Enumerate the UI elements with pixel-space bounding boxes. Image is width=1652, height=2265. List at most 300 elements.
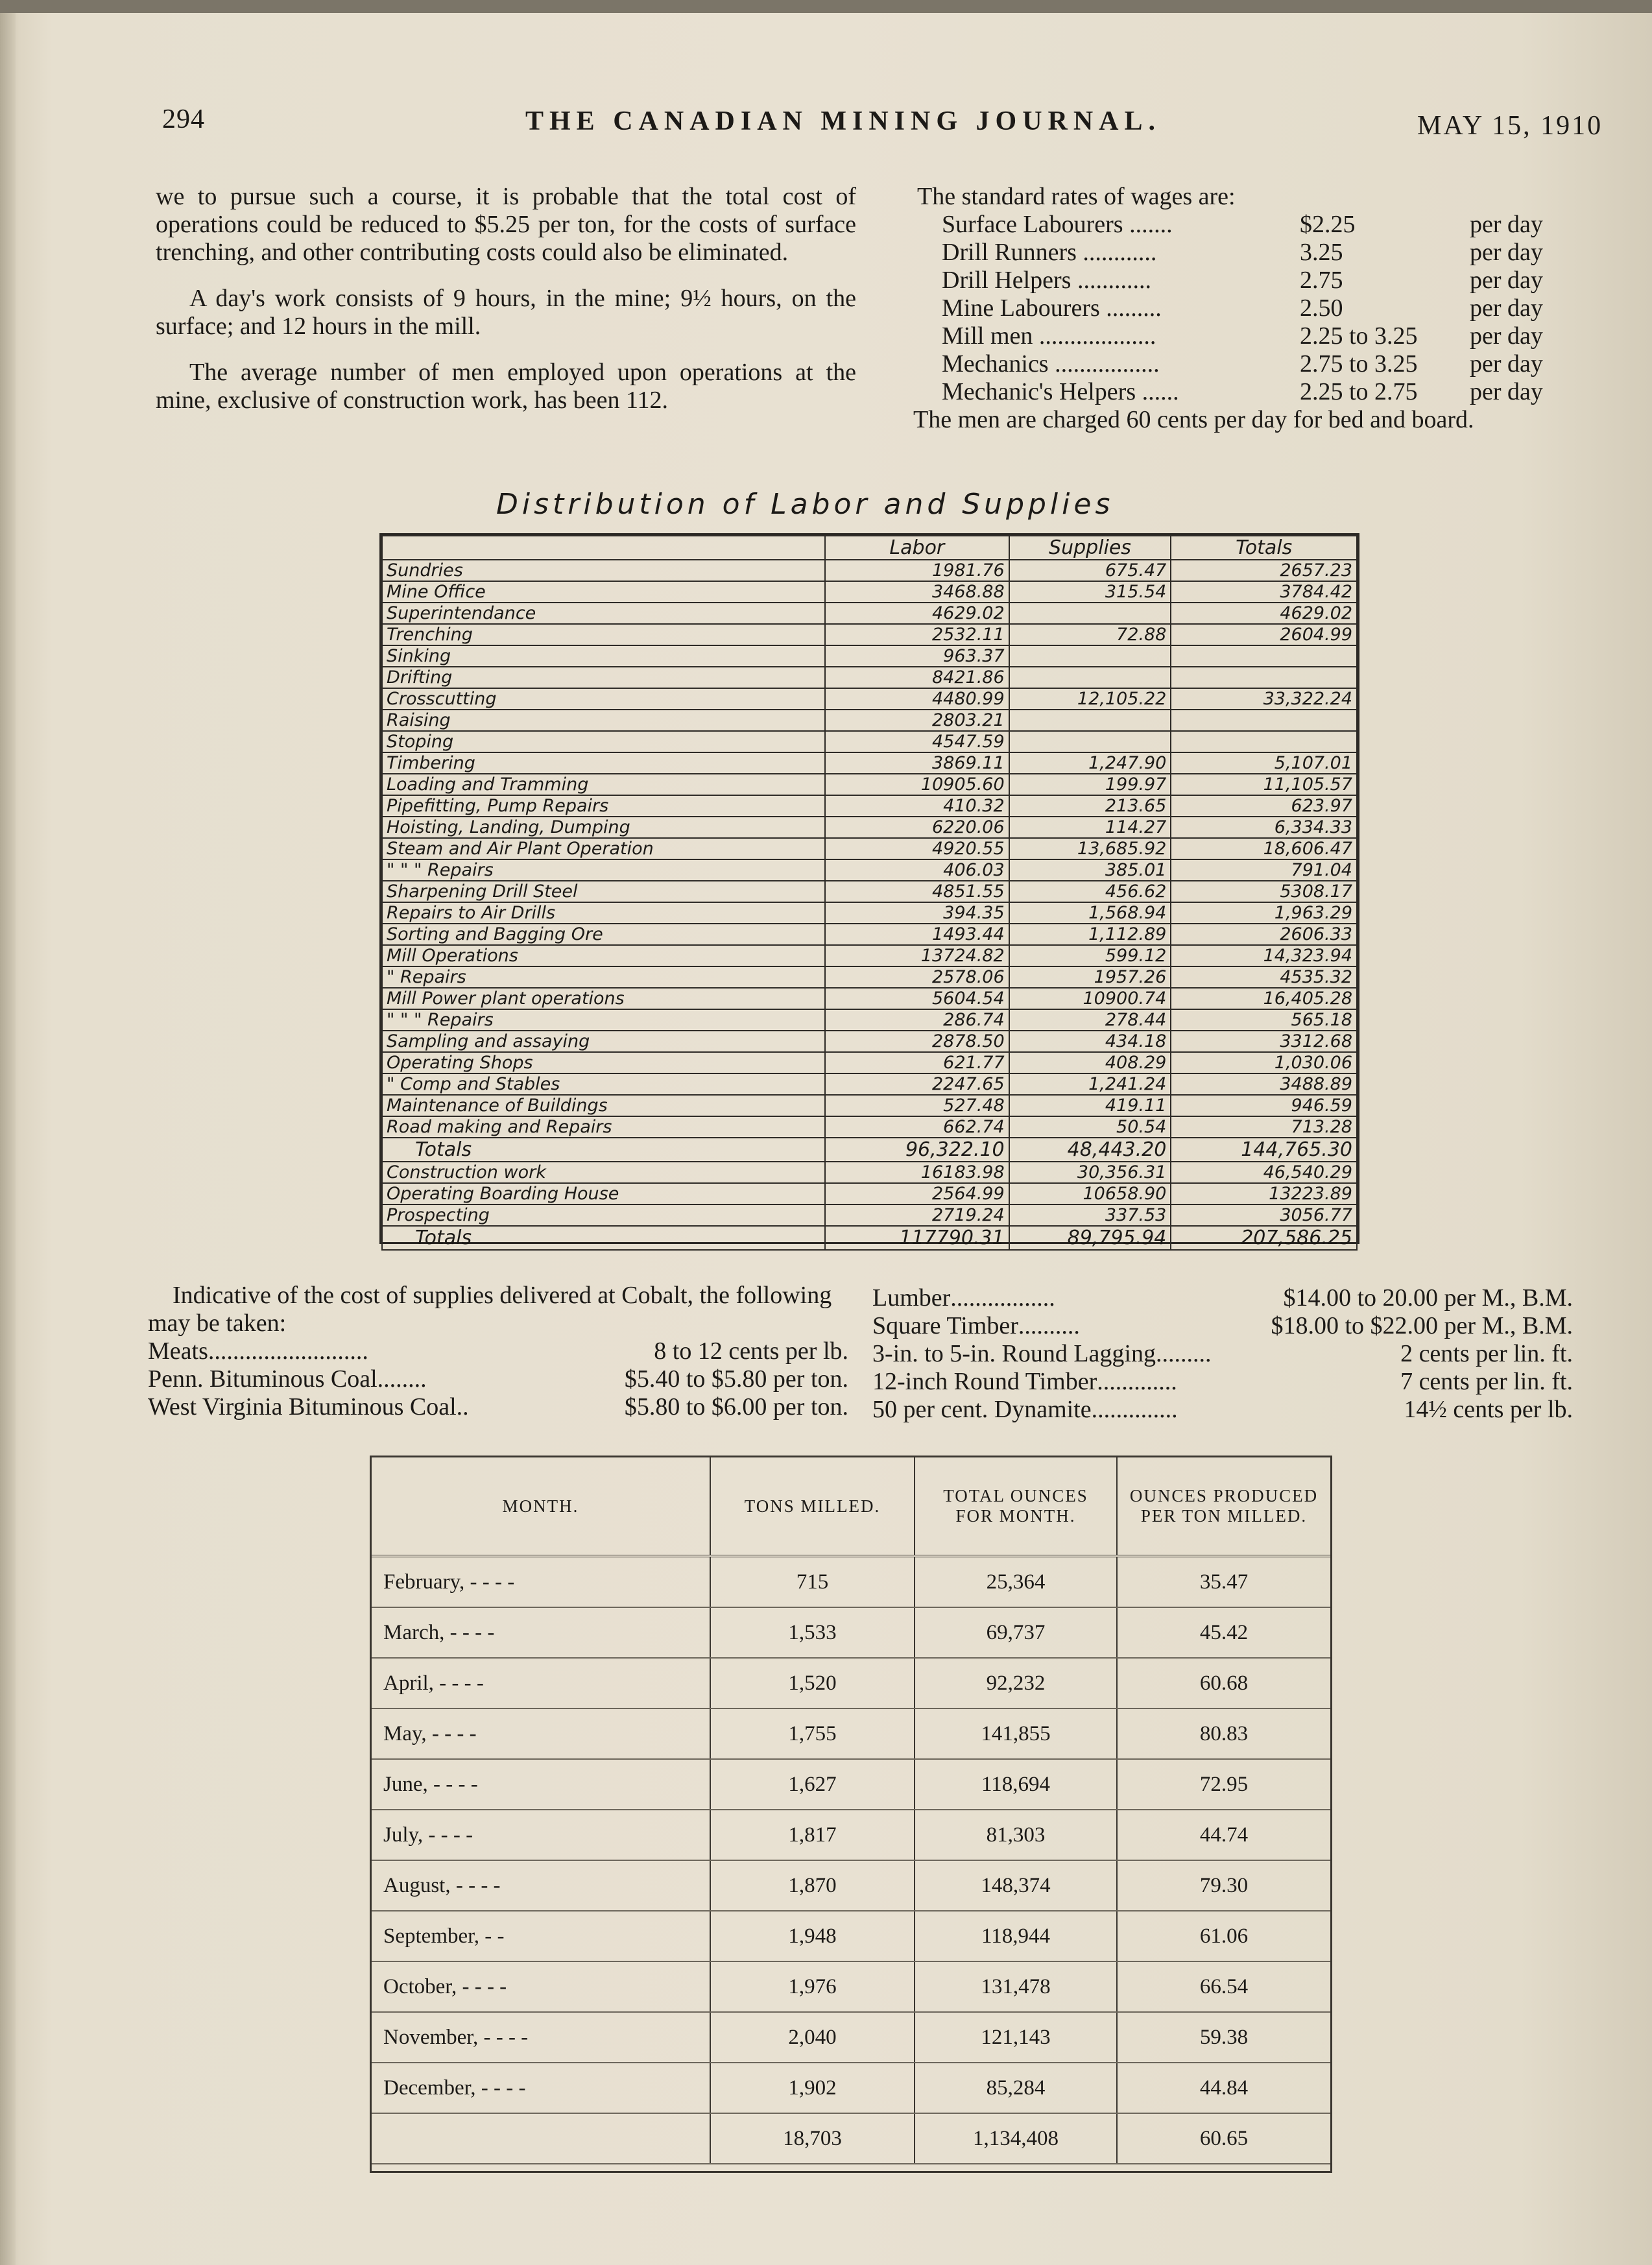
ledger-item: Sundries [382, 560, 825, 581]
ledger-item: Timbering [382, 752, 825, 774]
ledger-value [1009, 667, 1171, 688]
production-value: 81,303 [915, 1810, 1117, 1860]
ledger-value: 114.27 [1009, 817, 1171, 838]
ledger-value: 4629.02 [825, 603, 1009, 624]
production-month: June, - - - - [372, 1759, 710, 1810]
ledger-value: 337.53 [1009, 1204, 1171, 1226]
ledger-item: Superintendance [382, 603, 825, 624]
ledger-value [1009, 710, 1171, 731]
production-value: 1,902 [710, 2063, 915, 2113]
production-column-header: OUNCES PRODUCED PER TON MILLED. [1117, 1457, 1330, 1556]
ledger-value: 1,030.06 [1171, 1052, 1357, 1073]
ledger-item: Hoisting, Landing, Dumping [382, 817, 825, 838]
wage-role: Surface Labourers ....... [942, 211, 1173, 238]
production-value: 35.47 [1117, 1556, 1330, 1607]
ledger-column-header [382, 536, 825, 560]
ledger-row [382, 581, 1357, 603]
production-value: 148,374 [915, 1860, 1117, 1911]
ledger-item: Sharpening Drill Steel [382, 881, 825, 902]
ledger-value: 315.54 [1009, 581, 1171, 603]
ledger-row [382, 859, 1357, 881]
ledger-value: 3784.42 [1171, 581, 1357, 603]
wage-role: Drill Helpers ............ [942, 267, 1151, 294]
production-table [370, 1456, 1332, 2173]
ledger-value [1009, 603, 1171, 624]
ledger-value: 2719.24 [825, 1204, 1009, 1226]
supplies-right [872, 1284, 1573, 1424]
wage-unit: per day [1470, 239, 1543, 266]
ledger-value: 199.97 [1009, 774, 1171, 795]
production-value: 79.30 [1117, 1860, 1330, 1911]
ledger-value: 1,247.90 [1009, 752, 1171, 774]
ledger-value: 1,568.94 [1009, 902, 1171, 924]
wage-row [913, 294, 1594, 322]
ledger-value: 623.97 [1171, 795, 1357, 817]
ledger-value: 3869.11 [825, 752, 1009, 774]
supply-item: Lumber [872, 1284, 951, 1312]
production-value: 60.68 [1117, 1658, 1330, 1708]
wage-unit: per day [1470, 267, 1543, 294]
ledger-value: 13223.89 [1171, 1183, 1357, 1204]
production-value: 45.42 [1117, 1607, 1330, 1658]
supply-dots: ................. [950, 1284, 1055, 1312]
ledger-row [382, 667, 1357, 688]
production-column-header: TOTAL OUNCES FOR MONTH. [915, 1457, 1117, 1556]
ledger-value: 2532.11 [825, 624, 1009, 645]
ledger-value: 6,334.33 [1171, 817, 1357, 838]
ledger-column-header: Labor [825, 536, 1009, 560]
production-row [372, 1556, 1330, 1607]
production-row [372, 1607, 1330, 1658]
ledger-item: " " " Repairs [382, 859, 825, 881]
ledger-value: 16183.98 [825, 1162, 1009, 1183]
ledger-row [382, 1204, 1357, 1226]
supply-dots: .......................... [208, 1337, 368, 1365]
ledger-value: 12,105.22 [1009, 688, 1171, 710]
ledger-value: 5604.54 [825, 988, 1009, 1009]
wage-role: Mechanics ................. [942, 350, 1160, 378]
ledger-item: Steam and Air Plant Operation [382, 838, 825, 859]
body-text-left [156, 183, 856, 433]
ledger-item: Operating Boarding House [382, 1183, 825, 1204]
supply-item: Meats [148, 1337, 208, 1365]
production-value: 1,533 [710, 1607, 915, 1658]
ledger-row [382, 624, 1357, 645]
production-month [372, 2113, 710, 2164]
ledger-row [382, 1052, 1357, 1073]
ledger-value: 4851.55 [825, 881, 1009, 902]
production-value: 1,755 [710, 1708, 915, 1759]
ledger-column-header: Supplies [1009, 536, 1171, 560]
production-month: December, - - - - [372, 2063, 710, 2113]
ledger-item: " " " Repairs [382, 1009, 825, 1031]
wage-rate: 3.25 [1300, 239, 1343, 266]
ledger-value: 1981.76 [825, 560, 1009, 581]
ledger-value: 410.32 [825, 795, 1009, 817]
ledger-value: 2803.21 [825, 710, 1009, 731]
ledger-value: 286.74 [825, 1009, 1009, 1031]
ledger-item: Sinking [382, 645, 825, 667]
production-row [372, 1961, 1330, 2012]
ledger-row [382, 924, 1357, 945]
ledger-row [382, 838, 1357, 859]
ledger-value: 621.77 [825, 1052, 1009, 1073]
ledger-row [382, 1138, 1357, 1162]
wage-rate: $2.25 [1300, 211, 1356, 238]
ledger-row [382, 945, 1357, 966]
ledger-item: Loading and Tramming [382, 774, 825, 795]
production-column-header: TONS MILLED. [710, 1457, 915, 1556]
ledger-value: 10900.74 [1009, 988, 1171, 1009]
ledger-value [1009, 645, 1171, 667]
ledger-row [382, 731, 1357, 752]
paragraph: we to pursue such a course, it is probable that the total cost of operations could be reduced to $5.25 per ton, for the costs of surface trenching, and other contributing costs could also be eliminated. [156, 183, 856, 266]
scan-edge [0, 0, 1652, 13]
wage-row [913, 378, 1594, 406]
wage-unit: per day [1470, 211, 1543, 238]
ledger-value: 1,241.24 [1009, 1073, 1171, 1095]
ledger-row [382, 645, 1357, 667]
ledger-value: 10658.90 [1009, 1183, 1171, 1204]
supply-price: 2 cents per lin. ft. [1400, 1340, 1573, 1367]
supplies-intro: Indicative of the cost of supplies delivered at Cobalt, the following may be taken: [148, 1282, 832, 1337]
production-value: 80.83 [1117, 1708, 1330, 1759]
ledger-value: 89,795.94 [1009, 1226, 1171, 1250]
ledger-item: Mill Operations [382, 945, 825, 966]
ledger-value: 72.88 [1009, 624, 1171, 645]
production-value: 44.74 [1117, 1810, 1330, 1860]
production-value: 141,855 [915, 1708, 1117, 1759]
production-row [372, 1708, 1330, 1759]
production-value: 25,364 [915, 1556, 1117, 1607]
ledger-item: Construction work [382, 1162, 825, 1183]
ledger-value [1171, 710, 1357, 731]
supply-row [872, 1368, 1573, 1396]
supply-dots: ........ [377, 1365, 427, 1393]
ledger-value [1009, 731, 1171, 752]
production-header-row [372, 1457, 1330, 1556]
production-month: October, - - - - [372, 1961, 710, 2012]
supply-dots: .............. [1091, 1396, 1178, 1423]
ledger-value: 662.74 [825, 1116, 1009, 1138]
production-value: 715 [710, 1556, 915, 1607]
production-value: 118,944 [915, 1911, 1117, 1961]
ledger-value: 4920.55 [825, 838, 1009, 859]
production-row [372, 1911, 1330, 1961]
ledger-header-row [382, 536, 1357, 560]
production-month: February, - - - - [372, 1556, 710, 1607]
ledger-value: 1957.26 [1009, 966, 1171, 988]
ledger-item: Raising [382, 710, 825, 731]
production-value: 1,870 [710, 1860, 915, 1911]
wage-row [913, 350, 1594, 378]
production-row [372, 1759, 1330, 1810]
journal-title: THE CANADIAN MINING JOURNAL. [525, 106, 1162, 136]
ledger-item: Sampling and assaying [382, 1031, 825, 1052]
supply-price: $18.00 to $22.00 per M., B.M. [1271, 1312, 1573, 1339]
ledger-value: 2606.33 [1171, 924, 1357, 945]
ledger-row [382, 966, 1357, 988]
supplies-left [148, 1282, 848, 1421]
production-row [372, 2063, 1330, 2113]
production-value: 121,143 [915, 2012, 1117, 2063]
ledger-value: 5,107.01 [1171, 752, 1357, 774]
ledger-item: Prospecting [382, 1204, 825, 1226]
supply-price: $5.40 to $5.80 per ton. [624, 1365, 848, 1393]
ledger-value [1171, 731, 1357, 752]
ledger-row [382, 774, 1357, 795]
ledger-value: 2604.99 [1171, 624, 1357, 645]
production-month: August, - - - - [372, 1860, 710, 1911]
ledger-value: 33,322.24 [1171, 688, 1357, 710]
ledger-value: 4547.59 [825, 731, 1009, 752]
production-value: 1,134,408 [915, 2113, 1117, 2164]
ledger-value: 3056.77 [1171, 1204, 1357, 1226]
page-number: 294 [162, 104, 205, 134]
ledger-row [382, 1116, 1357, 1138]
ledger-value: 8421.86 [825, 667, 1009, 688]
ledger-item: Trenching [382, 624, 825, 645]
ledger-value: 207,586.25 [1171, 1226, 1357, 1250]
supply-item: Penn. Bituminous Coal [148, 1365, 377, 1393]
ledger-value: 675.47 [1009, 560, 1171, 581]
production-value: 1,520 [710, 1658, 915, 1708]
ledger-value: 13,685.92 [1009, 838, 1171, 859]
production-row [372, 1810, 1330, 1860]
ledger-value: 946.59 [1171, 1095, 1357, 1116]
ledger-item: Road making and Repairs [382, 1116, 825, 1138]
production-value: 18,703 [710, 2113, 915, 2164]
ledger-item: Totals [382, 1138, 825, 1162]
ledger-value: 46,540.29 [1171, 1162, 1357, 1183]
ledger-value: 434.18 [1009, 1031, 1171, 1052]
ledger-item: Mill Power plant operations [382, 988, 825, 1009]
ledger-row [382, 688, 1357, 710]
paragraph: The average number of men employed upon operations at the mine, exclusive of construction work, has been 112. [156, 359, 856, 414]
supply-item: 12-inch Round Timber [872, 1368, 1097, 1395]
production-value: 60.65 [1117, 2113, 1330, 2164]
ledger-item: " Repairs [382, 966, 825, 988]
ledger-value: 30,356.31 [1009, 1162, 1171, 1183]
wage-role: Drill Runners ............ [942, 239, 1157, 266]
wage-rates [913, 183, 1594, 434]
production-value: 44.84 [1117, 2063, 1330, 2113]
ledger-value: 213.65 [1009, 795, 1171, 817]
ledger-column-header: Totals [1171, 536, 1357, 560]
supply-dots: .......... [1018, 1312, 1080, 1339]
labor-supplies-ledger [379, 533, 1359, 1249]
ledger-title: Distribution of Labor and Supplies [496, 488, 1114, 521]
ledger-value: 406.03 [825, 859, 1009, 881]
production-row [372, 1658, 1330, 1708]
ledger-item: Operating Shops [382, 1052, 825, 1073]
production-month: July, - - - - [372, 1810, 710, 1860]
production-row [372, 2113, 1330, 2164]
ledger-item: Sorting and Bagging Ore [382, 924, 825, 945]
ledger-value: 6220.06 [825, 817, 1009, 838]
supply-row [872, 1284, 1573, 1312]
production-month: November, - - - - [372, 2012, 710, 2063]
supply-item: 50 per cent. Dynamite [872, 1396, 1092, 1423]
production-value: 72.95 [1117, 1759, 1330, 1810]
ledger-value [1171, 645, 1357, 667]
wage-role: Mill men ................... [942, 322, 1156, 350]
supply-dots: ............. [1097, 1368, 1177, 1395]
wage-unit: per day [1470, 378, 1543, 405]
issue-date: MAY 15, 1910 [1417, 111, 1603, 141]
production-month: September, - - [372, 1911, 710, 1961]
ledger-row [382, 1183, 1357, 1204]
ledger-row [382, 795, 1357, 817]
ledger-item: Pipefitting, Pump Repairs [382, 795, 825, 817]
ledger-row [382, 902, 1357, 924]
ledger-row [382, 752, 1357, 774]
ledger-value: 4629.02 [1171, 603, 1357, 624]
production-value: 118,694 [915, 1759, 1117, 1810]
wages-note: The men are charged 60 cents per day for bed and board. [913, 406, 1474, 433]
ledger-value: 10905.60 [825, 774, 1009, 795]
ledger-row [382, 817, 1357, 838]
ledger-value: 1493.44 [825, 924, 1009, 945]
ledger-value: 14,323.94 [1171, 945, 1357, 966]
ledger-value: 791.04 [1171, 859, 1357, 881]
ledger-row [382, 603, 1357, 624]
production-column-header: MONTH. [372, 1457, 710, 1556]
wage-rate: 2.25 to 2.75 [1300, 378, 1418, 405]
ledger-value: 456.62 [1009, 881, 1171, 902]
supply-row [872, 1312, 1573, 1340]
production-value: 61.06 [1117, 1911, 1330, 1961]
ledger-value: 2564.99 [825, 1183, 1009, 1204]
supply-row [148, 1365, 848, 1393]
ledger-row [382, 1226, 1357, 1250]
production-row [372, 1860, 1330, 1911]
ledger-row [382, 881, 1357, 902]
production-month: May, - - - - [372, 1708, 710, 1759]
ledger-row [382, 1095, 1357, 1116]
wage-unit: per day [1470, 322, 1543, 350]
wage-rate: 2.75 to 3.25 [1300, 350, 1418, 378]
ledger-value: 2878.50 [825, 1031, 1009, 1052]
ledger-item: Drifting [382, 667, 825, 688]
ledger-value: 713.28 [1171, 1116, 1357, 1138]
ledger-item: Repairs to Air Drills [382, 902, 825, 924]
production-value: 1,817 [710, 1810, 915, 1860]
ledger-value: 419.11 [1009, 1095, 1171, 1116]
ledger-row [382, 710, 1357, 731]
supply-price: 8 to 12 cents per lb. [654, 1337, 848, 1365]
ledger-row [382, 1031, 1357, 1052]
production-month: March, - - - - [372, 1607, 710, 1658]
production-row [372, 2012, 1330, 2063]
ledger-value: 11,105.57 [1171, 774, 1357, 795]
supply-row [872, 1340, 1573, 1368]
production-value: 1,627 [710, 1759, 915, 1810]
ledger-value: 527.48 [825, 1095, 1009, 1116]
supply-price: $5.80 to $6.00 per ton. [624, 1393, 848, 1420]
wage-row [913, 211, 1594, 239]
ledger-value: 394.35 [825, 902, 1009, 924]
ledger-value: 1,963.29 [1171, 902, 1357, 924]
production-value: 131,478 [915, 1961, 1117, 2012]
supply-item: West Virginia Bituminous Coal [148, 1393, 457, 1420]
ledger-row [382, 1073, 1357, 1095]
supply-price: 7 cents per lin. ft. [1400, 1368, 1573, 1395]
wage-rate: 2.25 to 3.25 [1300, 322, 1418, 350]
wage-row [913, 322, 1594, 350]
ledger-value: 963.37 [825, 645, 1009, 667]
ledger-value: 5308.17 [1171, 881, 1357, 902]
ledger-item: " Comp and Stables [382, 1073, 825, 1095]
wage-rate: 2.50 [1300, 294, 1343, 322]
ledger-item: Mine Office [382, 581, 825, 603]
ledger-item: Maintenance of Buildings [382, 1095, 825, 1116]
wage-row [913, 267, 1594, 294]
ledger-value: 117790.31 [825, 1226, 1009, 1250]
ledger-value: 385.01 [1009, 859, 1171, 881]
wage-role: Mine Labourers ......... [942, 294, 1162, 322]
ledger-value: 2578.06 [825, 966, 1009, 988]
production-value: 59.38 [1117, 2012, 1330, 2063]
wage-row [913, 239, 1594, 267]
production-value: 66.54 [1117, 1961, 1330, 2012]
ledger-item: Stoping [382, 731, 825, 752]
ledger-value: 3312.68 [1171, 1031, 1357, 1052]
wage-unit: per day [1470, 294, 1543, 322]
ledger-value: 13724.82 [825, 945, 1009, 966]
supply-price: 14½ cents per lb. [1404, 1396, 1573, 1423]
production-value: 2,040 [710, 2012, 915, 2063]
ledger-item: Totals [382, 1226, 825, 1250]
supply-item: 3-in. to 5-in. Round Lagging [872, 1340, 1156, 1367]
paragraph: A day's work consists of 9 hours, in the mine; 9½ hours, on the surface; and 12 hours in the mill. [156, 285, 856, 340]
ledger-row [382, 988, 1357, 1009]
wage-role: Mechanic's Helpers ...... [942, 378, 1179, 405]
ledger-value: 16,405.28 [1171, 988, 1357, 1009]
supply-item: Square Timber [872, 1312, 1018, 1339]
ledger-value: 278.44 [1009, 1009, 1171, 1031]
ledger-value: 4480.99 [825, 688, 1009, 710]
ledger-value: 408.29 [1009, 1052, 1171, 1073]
ledger-value: 96,322.10 [825, 1138, 1009, 1162]
production-value: 92,232 [915, 1658, 1117, 1708]
ledger-row [382, 560, 1357, 581]
supply-dots: ......... [1155, 1340, 1212, 1367]
wages-intro: The standard rates of wages are: [917, 183, 1236, 210]
ledger-value [1171, 667, 1357, 688]
ledger-item: Crosscutting [382, 688, 825, 710]
ledger-value: 50.54 [1009, 1116, 1171, 1138]
ledger-value: 4535.32 [1171, 966, 1357, 988]
wage-unit: per day [1470, 350, 1543, 378]
ledger-value: 18,606.47 [1171, 838, 1357, 859]
ledger-row [382, 1009, 1357, 1031]
production-value: 1,948 [710, 1911, 915, 1961]
supply-row [148, 1393, 848, 1421]
ledger-value: 2247.65 [825, 1073, 1009, 1095]
ledger-value: 2657.23 [1171, 560, 1357, 581]
production-value: 69,737 [915, 1607, 1117, 1658]
supply-price: $14.00 to 20.00 per M., B.M. [1283, 1284, 1573, 1312]
ledger-row [382, 1162, 1357, 1183]
ledger-value: 599.12 [1009, 945, 1171, 966]
ledger-value: 1,112.89 [1009, 924, 1171, 945]
ledger-value: 3488.89 [1171, 1073, 1357, 1095]
wage-rate: 2.75 [1300, 267, 1343, 294]
ledger-value: 3468.88 [825, 581, 1009, 603]
binding-fold [0, 0, 16, 2265]
production-value: 85,284 [915, 2063, 1117, 2113]
